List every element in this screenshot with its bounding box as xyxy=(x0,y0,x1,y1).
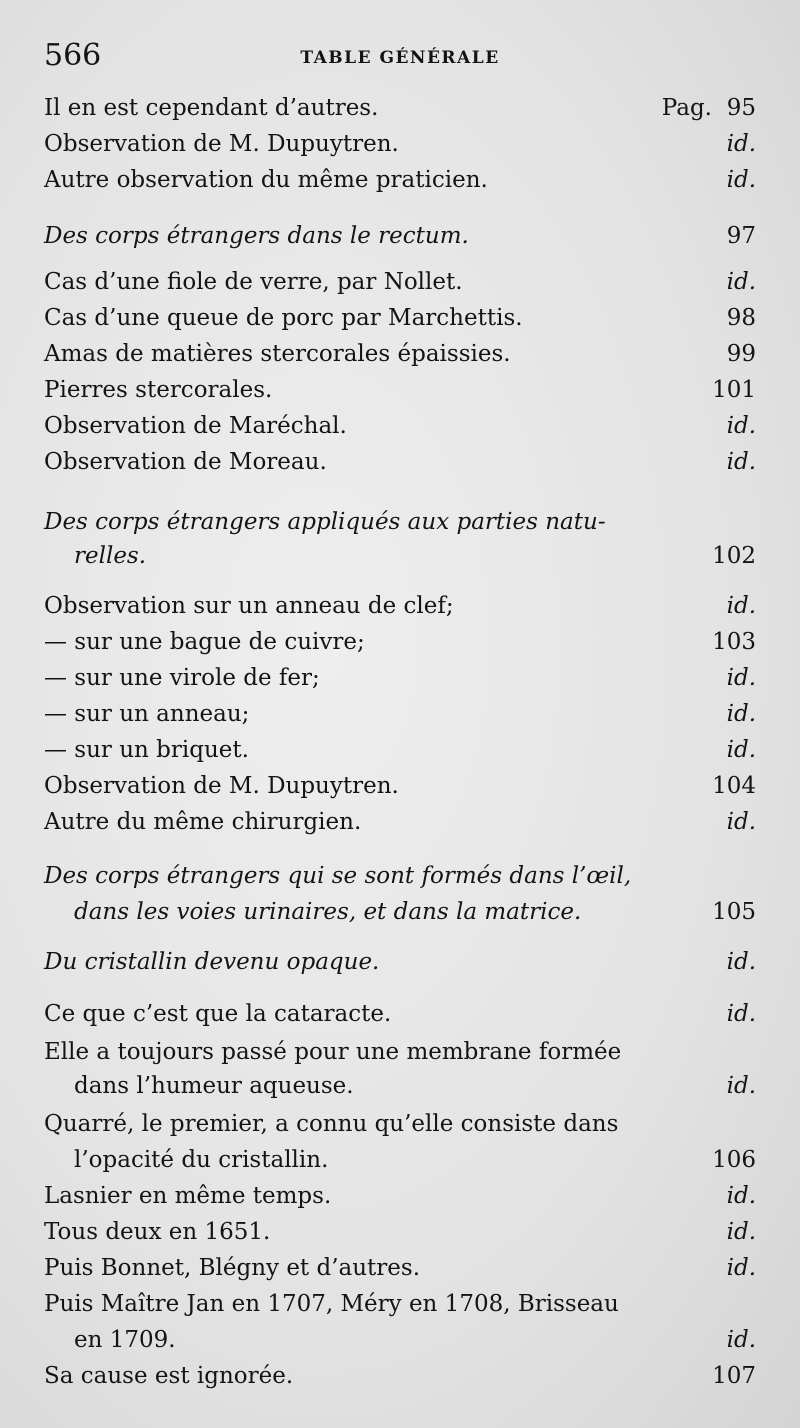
entry-text: Cas d’une fiole de verre, par Nollet. xyxy=(44,269,463,295)
toc-entry xyxy=(44,624,756,660)
entry-text: Observation de M. Dupuytren. xyxy=(44,131,399,157)
entry-text: l’opacité du cristallin. xyxy=(74,1147,329,1173)
toc-entry xyxy=(44,1178,756,1214)
toc-entry xyxy=(44,408,756,444)
entry-text: Observation de Maréchal. xyxy=(44,413,347,439)
toc-entry xyxy=(44,804,756,840)
page-ref: 107 xyxy=(712,1363,756,1389)
entry-text: Autre observation du même praticien. xyxy=(44,167,488,193)
toc-section-heading xyxy=(74,894,756,930)
entry-text: Des corps étrangers appliqués aux parties natu- xyxy=(44,509,606,535)
running-title: TABLE GÉNÉRALE xyxy=(300,48,500,68)
page-ref: id. xyxy=(726,809,756,835)
entry-text: Puis Maître Jan en 1707, Méry en 1708, Brisseau xyxy=(44,1291,619,1317)
toc-entry xyxy=(74,1142,756,1178)
entry-text: Puis Bonnet, Blégny et d’autres. xyxy=(44,1255,421,1281)
page-ref: 103 xyxy=(712,629,756,655)
toc-entry xyxy=(44,1106,756,1142)
entry-text: Des corps étrangers qui se sont formés dans l’œil, xyxy=(44,863,632,889)
entry-text: Des corps étrangers dans le rectum. xyxy=(44,223,469,249)
page-ref: 98 xyxy=(726,305,756,331)
toc-entry xyxy=(44,90,756,126)
entry-text: en 1709. xyxy=(74,1327,176,1353)
page-ref: id. xyxy=(726,1327,756,1353)
page-ref: id. xyxy=(726,269,756,295)
entry-text: Observation de M. Dupuytren. xyxy=(44,773,399,799)
page-ref: 99 xyxy=(726,341,756,367)
pag-label: Pag. xyxy=(661,95,712,121)
entry-text: Elle a toujours passé pour une membrane formée xyxy=(44,1039,622,1065)
page-ref: id. xyxy=(726,131,756,157)
toc-section-heading xyxy=(44,858,756,894)
toc-entry xyxy=(44,696,756,732)
toc-entry xyxy=(44,660,756,696)
toc-entry xyxy=(44,996,756,1032)
toc-entry xyxy=(44,300,756,336)
page-ref: 105 xyxy=(712,899,756,925)
toc-entry xyxy=(74,1068,756,1104)
page-ref: id. xyxy=(726,1183,756,1209)
toc-section-heading xyxy=(44,504,756,540)
page-ref: id. xyxy=(726,1001,756,1027)
entry-text: Observation de Moreau. xyxy=(44,449,327,475)
toc-section-heading xyxy=(44,944,756,980)
entry-text: Lasnier en même temps. xyxy=(44,1183,332,1209)
entry-text: — sur un briquet. xyxy=(44,737,249,763)
page-ref: id. xyxy=(726,1219,756,1245)
toc-entry xyxy=(44,1214,756,1250)
toc-section-heading xyxy=(44,218,756,254)
toc-entry xyxy=(44,1358,756,1394)
entry-text: Tous deux en 1651. xyxy=(44,1219,271,1245)
page-ref: id. xyxy=(726,737,756,763)
page-ref: 106 xyxy=(712,1147,756,1173)
toc-entry xyxy=(44,336,756,372)
page-ref: id. xyxy=(726,949,756,975)
page-ref: 97 xyxy=(726,223,756,249)
entry-text: Du cristallin devenu opaque. xyxy=(44,949,380,975)
entry-text: Amas de matières stercorales épaissies. xyxy=(44,341,511,367)
toc-entry xyxy=(44,1250,756,1286)
page-ref: id. xyxy=(726,1255,756,1281)
entry-text: — sur une bague de cuivre; xyxy=(44,629,365,655)
toc-entry xyxy=(44,126,756,162)
entry-text: relles. xyxy=(74,543,147,569)
toc-entry xyxy=(44,372,756,408)
toc-entry xyxy=(44,588,756,624)
page-number: 566 xyxy=(44,38,102,73)
entry-text: Observation sur un anneau de clef; xyxy=(44,593,454,619)
toc-entry xyxy=(44,732,756,768)
page-ref: id. xyxy=(726,665,756,691)
entry-text: — sur un anneau; xyxy=(44,701,250,727)
toc-section-heading xyxy=(74,538,756,574)
page-ref: id. xyxy=(726,701,756,727)
page-ref: 104 xyxy=(712,773,756,799)
page-ref: 102 xyxy=(712,543,756,569)
entry-text: dans les voies urinaires, et dans la matrice. xyxy=(74,899,582,925)
toc-entry xyxy=(44,264,756,300)
entry-text: dans l’humeur aqueuse. xyxy=(74,1073,354,1099)
toc-entry xyxy=(44,768,756,804)
entry-text: Ce que c’est que la cataracte. xyxy=(44,1001,392,1027)
page-ref: id. xyxy=(726,413,756,439)
entry-text: — sur une virole de fer; xyxy=(44,665,320,691)
toc-entry xyxy=(44,1286,756,1322)
entry-text: Quarré, le premier, a connu qu’elle consiste dans xyxy=(44,1111,619,1137)
toc-entry xyxy=(44,1034,756,1070)
entry-text: Il en est cependant d’autres. xyxy=(44,95,379,121)
entry-text: Sa cause est ignorée. xyxy=(44,1363,294,1389)
page-ref: id. xyxy=(726,167,756,193)
toc-entry xyxy=(44,162,756,198)
toc-entry xyxy=(44,444,756,480)
page-ref: id. xyxy=(726,449,756,475)
page-ref: id. xyxy=(726,1073,756,1099)
entry-text: Pierres stercorales. xyxy=(44,377,273,403)
entry-text: Autre du même chirurgien. xyxy=(44,809,362,835)
page-ref: id. xyxy=(726,593,756,619)
page-ref: 95 xyxy=(726,95,756,121)
entry-text: Cas d’une queue de porc par Marchettis. xyxy=(44,305,523,331)
toc-entry xyxy=(74,1322,756,1358)
page-ref: 101 xyxy=(712,377,756,403)
